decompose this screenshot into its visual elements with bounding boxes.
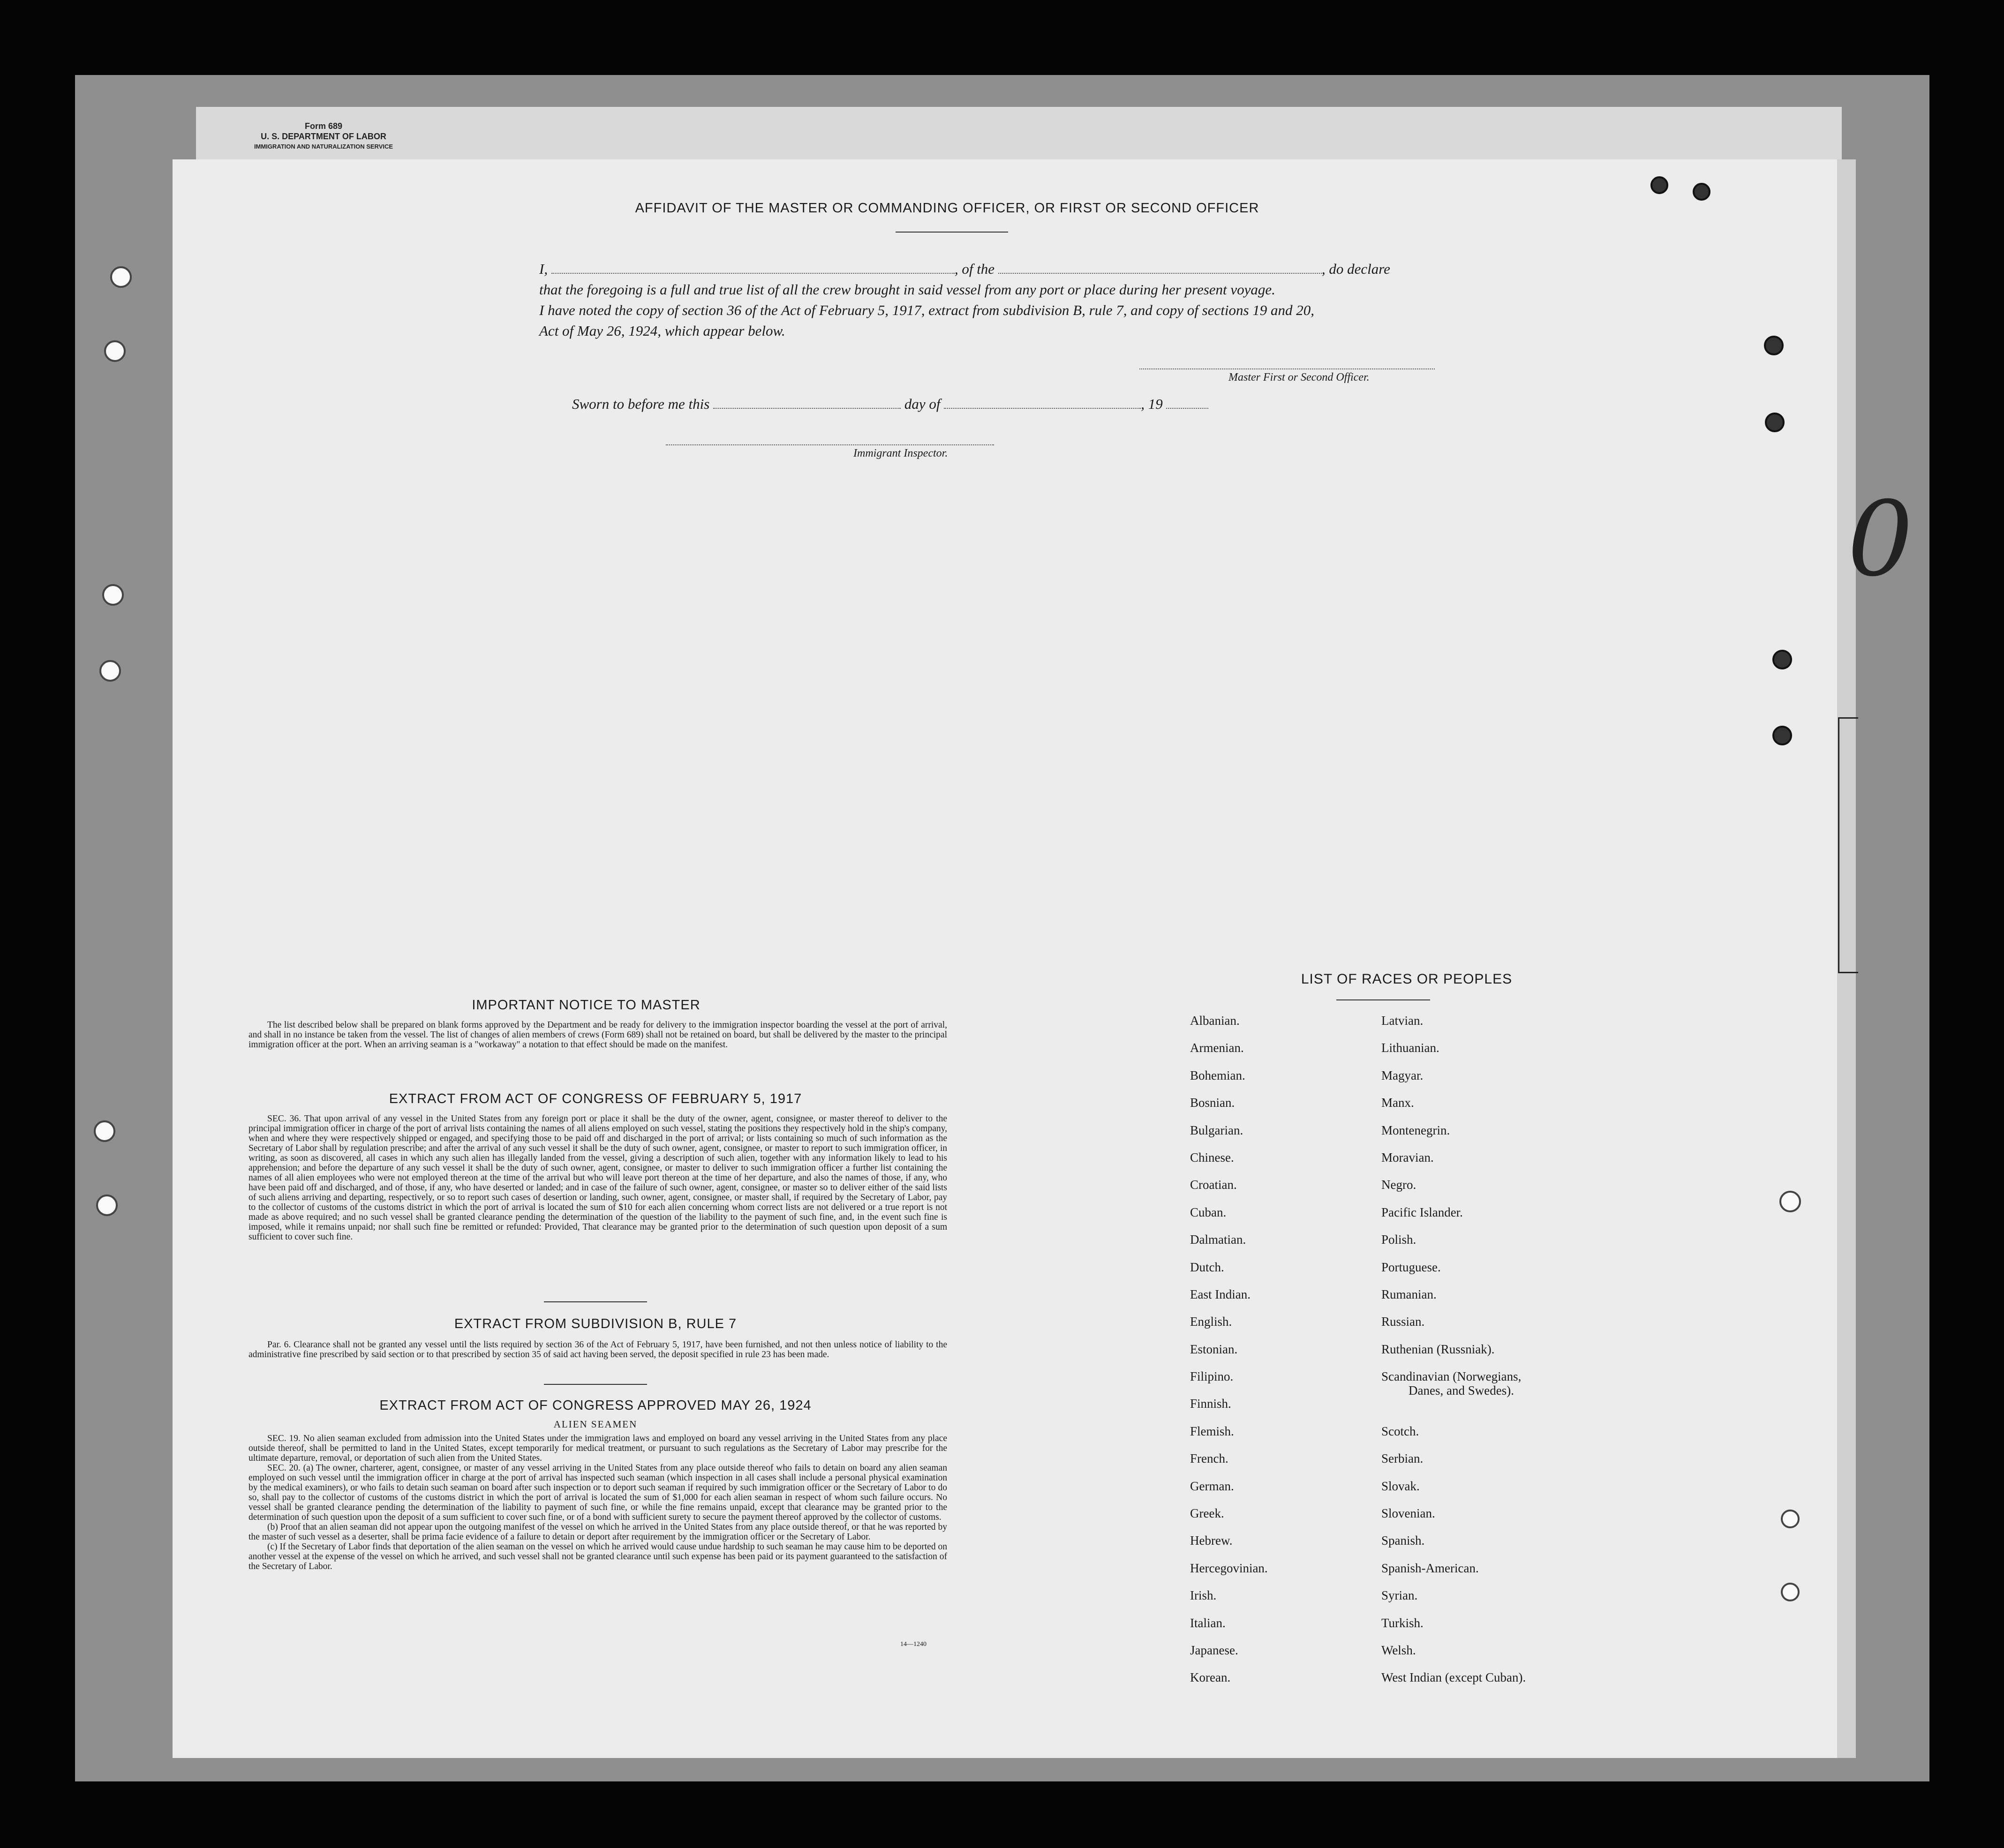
affidavit-line4: Act of May 26, 1924, which appear below. xyxy=(539,323,785,339)
affidavit-line2: that the foregoing is a full and true list of all the crew brought in said vessel from any port or place during her present voyage. xyxy=(539,281,1275,298)
race-item: Serbian. xyxy=(1381,1451,1424,1466)
extract-1924-text xyxy=(249,1434,947,1571)
vessel-prefix: , of the xyxy=(954,261,995,277)
race-item: Dalmatian. xyxy=(1190,1232,1246,1247)
affidavit-line3: I have noted the copy of section 36 of the Act of February 5, 1917, extract from subdivision B, rule 7, and copy of sections 19 and 20, xyxy=(539,302,1315,318)
race-item: Slovenian. xyxy=(1381,1506,1435,1521)
extract-1924-title: EXTRACT FROM ACT OF CONGRESS APPROVED MAY 26, 1924 xyxy=(379,1398,812,1413)
race-item: Chinese. xyxy=(1190,1150,1234,1164)
race-item: Korean. xyxy=(1190,1670,1231,1685)
inspector-label: Immigrant Inspector. xyxy=(853,447,948,459)
race-item: Irish. xyxy=(1190,1588,1217,1603)
race-item: Spanish. xyxy=(1381,1533,1425,1548)
race-item: Albanian. xyxy=(1190,1014,1240,1028)
race-item: Bohemian. xyxy=(1190,1068,1245,1082)
race-item: West Indian (except Cuban). xyxy=(1381,1670,1526,1685)
punch-hole-icon xyxy=(1765,413,1785,432)
sworn-month-field[interactable] xyxy=(944,395,1141,409)
signature-label: Master First or Second Officer. xyxy=(1228,371,1370,383)
notice-title: IMPORTANT NOTICE TO MASTER xyxy=(472,998,701,1013)
declarant-prefix: I, xyxy=(539,261,548,277)
affidavit-title: AFFIDAVIT OF THE MASTER OR COMMANDING OFFICER, OR FIRST OR SECOND OFFICER xyxy=(635,201,1259,216)
race-item: Japanese. xyxy=(1190,1643,1238,1657)
race-item: Syrian. xyxy=(1381,1588,1418,1603)
race-item: East Indian. xyxy=(1190,1287,1251,1301)
sworn-prefix: Sworn to before me this xyxy=(572,396,710,412)
form-number: Form 689 xyxy=(304,121,343,131)
punch-hole-icon xyxy=(1693,183,1710,201)
race-item: Slovak. xyxy=(1381,1479,1420,1493)
extract-1917-text: SEC. 36. That upon arrival of any vessel in the United States from any foreign port or place it shall be the duty of the owner, agent, consignee, or master thereof to deliver to the principal immigration officer in charge of the port of arrival lists containing the names of all aliens employed on such vessel, stating the positions they respectively hold in the ship's company, when and where they were respectively shipped or engaged, and specifying those to be paid off and discharged in the port of arrival; or lists containing so much of such information as the Secretary of Labor shall by regulation prescribe; and after the arrival of any such vessel it shall be the duty of such owner, agent, consignee, or master to report to such immigration officer, in writing, as soon as discovered, all cases in which any such alien has illegally landed from the vessel, giving a description of such alien, together with any information likely to lead to his apprehension; and before the departure of any such vessel it shall be the duty of such owner, agent, consignee, or master to deliver to such immigration officer a further list containing the names of all alien employees who were not employed thereon at the time of the arrival but who will leave port thereon at the time of her departure, and also the names of those, if any, who have been paid off and discharged, and of those, if any, who have deserted or landed; and in case of the failure of such owner, agent, consignee, or master so to deliver either of the said lists of such aliens arriving and departing, respectively, or so to report such cases of desertion or landing, such owner, agent, consignee, or master shall, if required by the Secretary of Labor, pay to the collector of customs of the customs district in which the port of arrival is located the sum of $10 for each alien concerning whom correct lists are not delivered or a true report is not made as above required; and no such vessel shall be granted clearance pending the determination of the question of the liability to the payment of such fine, and, in the event such fine is imposed, while it remains unpaid; nor shall such fine be remitted or refunded: Provided, That clearance may be granted prior to the determination of such question upon deposit of a sum sufficient to cover such fine. xyxy=(249,1114,947,1242)
punch-hole-icon xyxy=(102,584,124,606)
print-code: 14—1240 xyxy=(900,1641,927,1648)
race-item: Turkish. xyxy=(1381,1615,1424,1630)
race-item: Hebrew. xyxy=(1190,1533,1233,1548)
declare-suffix: , do declare xyxy=(1321,261,1390,277)
race-item: Bulgarian. xyxy=(1190,1123,1243,1137)
race-item: Scandinavian (Norwegians, xyxy=(1381,1369,1522,1384)
rule7-title: EXTRACT FROM SUBDIVISION B, RULE 7 xyxy=(454,1316,737,1331)
race-item: Lithuanian. xyxy=(1381,1041,1439,1055)
department-name: U. S. DEPARTMENT OF LABOR xyxy=(261,132,386,141)
race-item: Dutch. xyxy=(1190,1260,1224,1274)
race-item: Negro. xyxy=(1381,1178,1416,1192)
race-item: Rumanian. xyxy=(1381,1287,1437,1301)
punch-hole-icon xyxy=(94,1120,115,1142)
race-item: Greek. xyxy=(1190,1506,1224,1521)
race-item: Pacific Islander. xyxy=(1381,1205,1463,1219)
vessel-name-field[interactable] xyxy=(998,260,1322,274)
section-rule xyxy=(544,1301,647,1302)
races-title: LIST OF RACES OR PEOPLES xyxy=(1301,971,1513,987)
race-item: Russian. xyxy=(1381,1315,1425,1329)
punch-hole-icon xyxy=(104,340,126,362)
race-item: Croatian. xyxy=(1190,1178,1237,1192)
race-item: Flemish. xyxy=(1190,1424,1234,1438)
race-item: Spanish-American. xyxy=(1381,1561,1479,1575)
race-item: German. xyxy=(1190,1479,1234,1493)
sworn-line xyxy=(572,394,1275,414)
sec20b-text: (b) Proof that an alien seaman did not appear upon the outgoing manifest of the vessel on which he arrived in the United States from any place outside thereof, or that he was reported by the master of such vessel as a deserter, shall be prima facie evidence of a failure to detain or deport after requirement by the immigration officer or the Secretary of Labor. xyxy=(249,1522,947,1542)
rule7-text: Par. 6. Clearance shall not be granted any vessel until the lists required by section 36 of the Act of February 5, 1917, have been furnished, and not then unless notice of liability to the administrative fine prescribed by said section or to that prescribed by section 35 of said act having been served, the deposit specified in rule 23 has been made. xyxy=(249,1340,947,1360)
races-right-column xyxy=(1381,1014,1644,1698)
notice-text: The list described below shall be prepared on blank forms approved by the Department and be ready for delivery to the immigration inspector boarding the vessel at the port of arrival, and shall in no instance be taken from the vessel. The list of changes of alien members of crews (Form 689) shall not be retained on board, but shall be delivered by the master to the principal immigration officer at the port. When an arriving seaman is a "workaway" a notation to that effect should be made on the manifest. xyxy=(249,1020,947,1050)
sec19-text: SEC. 19. No alien seaman excluded from admission into the United States under the immigration laws and employed on board any vessel arriving in the United States from any place outside thereof, shall be permitted to land in the United States, except temporarily for medical treatment, or pursuant to such regulations as the Secretary of Labor may prescribe for the ultimate departure, removal, or deportation of such alien from the United States. xyxy=(249,1434,947,1463)
race-item: Danes, and Swedes). xyxy=(1409,1383,1514,1398)
race-item: Ruthenian (Russniak). xyxy=(1381,1342,1495,1356)
sec20c-text: (c) If the Secretary of Labor finds that deportation of the alien seaman on the vessel on which he arrived would cause undue hardship to such seaman he may cause him to be deported on another vessel at the expense of the vessel on which he arrived, and such vessel shall not be granted clearance until such expense has been paid or its payment guaranteed to the satisfaction of the Secretary of Labor. xyxy=(249,1542,947,1571)
punch-hole-icon xyxy=(1781,1510,1800,1528)
race-item: Cuban. xyxy=(1190,1205,1227,1219)
race-item: Latvian. xyxy=(1381,1014,1424,1028)
race-item: Filipino. xyxy=(1190,1369,1234,1384)
underlying-table-edge xyxy=(1838,717,1858,973)
race-item: Moravian. xyxy=(1381,1150,1434,1164)
race-item: English. xyxy=(1190,1315,1232,1329)
affidavit-line1 xyxy=(539,259,1477,279)
race-item: Montenegrin. xyxy=(1381,1123,1450,1137)
race-item: Portuguese. xyxy=(1381,1260,1441,1274)
race-item: Armenian. xyxy=(1190,1041,1244,1055)
extract-1924-subtitle: ALIEN SEAMEN xyxy=(553,1419,638,1430)
punch-hole-icon xyxy=(1764,336,1784,355)
extract-1917-title: EXTRACT FROM ACT OF CONGRESS OF FEBRUARY 5, 1917 xyxy=(389,1091,802,1106)
punch-hole-icon xyxy=(1650,176,1668,194)
punch-hole-icon xyxy=(1779,1191,1801,1212)
punch-hole-icon xyxy=(1772,726,1792,745)
section-rule xyxy=(544,1384,647,1385)
punch-hole-icon xyxy=(96,1194,118,1216)
race-item: Manx. xyxy=(1381,1096,1414,1110)
race-item: Welsh. xyxy=(1381,1643,1416,1657)
declarant-name-field[interactable] xyxy=(551,260,955,274)
service-name: IMMIGRATION AND NATURALIZATION SERVICE xyxy=(254,143,393,150)
race-item: Hercegovinian. xyxy=(1190,1561,1268,1575)
race-item: Scotch. xyxy=(1381,1424,1419,1438)
form-header xyxy=(253,121,394,152)
race-item: French. xyxy=(1190,1451,1228,1466)
races-left-column xyxy=(1190,1014,1387,1698)
sworn-year-label: , 19 xyxy=(1141,396,1163,412)
sec20a-text: SEC. 20. (a) The owner, charterer, agent, consignee, or master of any vessel arriving in the United States from any place outside thereof who fails to detain on board any alien seaman employed on such vessel until the immigration officer in charge at the port of arrival has inspected such seaman (which inspection in all cases shall include a personal physical examination by the medical examiners), or who fails to detain such seaman on board after such inspection or to deport such seaman if required by such immigration officer or the Secretary of Labor to do so, shall pay to the collector of customs of the customs district in which the port of arrival is located the sum of $1,000 for each alien seaman in respect of whom such failure occurs. No vessel shall be granted clearance pending the determination of the liability to payment of such fine, or while the fine remains unpaid, except that clearance may be granted prior to the determination of such question upon the deposit of a sum sufficient to cover such fine, or of a bond with sufficient surety to secure the payment thereof approved by the collector of customs. xyxy=(249,1463,947,1522)
race-item: Estonian. xyxy=(1190,1342,1238,1356)
sworn-year-field[interactable] xyxy=(1166,395,1208,409)
margin-handwriting: 0 xyxy=(1847,479,1913,599)
signature-line[interactable] xyxy=(1139,368,1435,369)
punch-hole-icon xyxy=(1772,650,1792,669)
sworn-day-field[interactable] xyxy=(713,395,901,409)
race-item: Polish. xyxy=(1381,1232,1416,1247)
race-item: Magyar. xyxy=(1381,1068,1424,1082)
sworn-day-label: day of xyxy=(904,396,941,412)
race-item: Finnish. xyxy=(1190,1397,1231,1411)
title-rule xyxy=(896,232,1008,233)
race-item: Bosnian. xyxy=(1190,1096,1235,1110)
races-rule xyxy=(1336,999,1430,1000)
punch-hole-icon xyxy=(1781,1583,1800,1601)
inspector-signature-line[interactable] xyxy=(666,444,994,445)
race-item: Italian. xyxy=(1190,1615,1226,1630)
punch-hole-icon xyxy=(110,266,132,288)
punch-hole-icon xyxy=(99,660,121,682)
